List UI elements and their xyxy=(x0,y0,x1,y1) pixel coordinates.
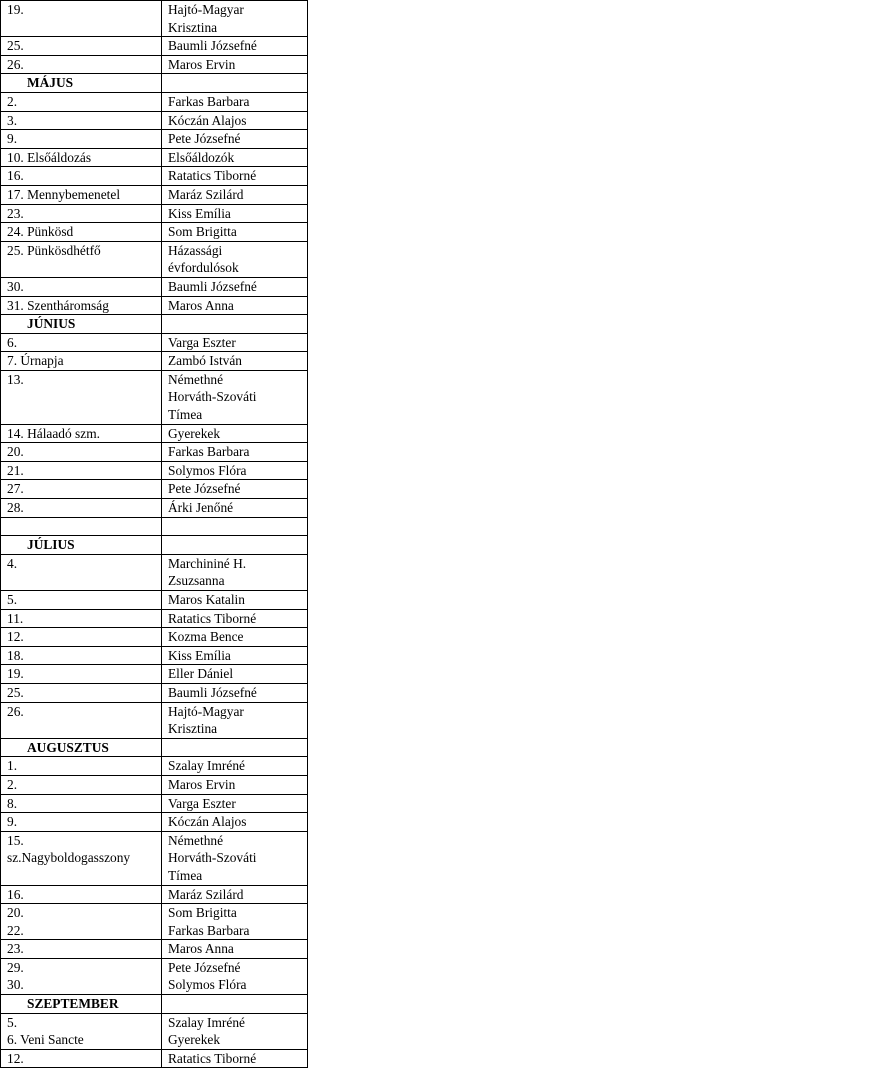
assignee-cell: Varga Eszter xyxy=(162,794,308,813)
assignee-cell: Gyerekek xyxy=(162,424,308,443)
assignee-cell: Maros Ervin xyxy=(162,775,308,794)
date-cell: 5. 6. Veni Sancte xyxy=(1,1013,162,1049)
assignee-cell: Szalay Imréné xyxy=(162,757,308,776)
assignee-cell: Baumli Józsefné xyxy=(162,277,308,296)
table-row xyxy=(1,352,308,371)
table-row xyxy=(1,1013,308,1049)
date-cell: 19. xyxy=(1,1,162,37)
assignee-cell: Zambó István xyxy=(162,352,308,371)
table-row xyxy=(1,554,308,590)
date-cell: 29. 30. xyxy=(1,958,162,994)
assignee-cell: Hajtó-Magyar Krisztina xyxy=(162,1,308,37)
month-heading-blank-cell xyxy=(162,738,308,757)
month-heading-blank-cell xyxy=(162,315,308,334)
assignee-cell: Hajtó-Magyar Krisztina xyxy=(162,702,308,738)
month-header-row xyxy=(1,74,308,93)
assignee-cell xyxy=(162,517,308,536)
date-cell: 9. xyxy=(1,130,162,149)
date-cell: 23. xyxy=(1,204,162,223)
month-header-row xyxy=(1,738,308,757)
month-heading-blank-cell xyxy=(162,536,308,555)
month-heading: SZEPTEMBER xyxy=(1,995,162,1014)
table-row xyxy=(1,424,308,443)
assignee-cell: Némethné Horváth-Szováti Tímea xyxy=(162,831,308,885)
date-cell: 17. Mennybemenetel xyxy=(1,185,162,204)
table-row xyxy=(1,499,308,518)
date-cell: 12. xyxy=(1,1049,162,1068)
assignee-cell: Pete Józsefné xyxy=(162,480,308,499)
table-row xyxy=(1,241,308,277)
table-row xyxy=(1,683,308,702)
table-row xyxy=(1,167,308,186)
date-cell: 5. xyxy=(1,591,162,610)
assignee-cell: Maros Anna xyxy=(162,296,308,315)
assignee-cell: Kóczán Alajos xyxy=(162,111,308,130)
assignee-cell: Kiss Emília xyxy=(162,646,308,665)
table-row xyxy=(1,185,308,204)
month-header-row xyxy=(1,315,308,334)
table-row xyxy=(1,296,308,315)
table-row xyxy=(1,1,308,37)
table-row xyxy=(1,757,308,776)
date-cell: 21. xyxy=(1,461,162,480)
table-row xyxy=(1,646,308,665)
date-cell: 15. sz.Nagyboldogasszony xyxy=(1,831,162,885)
assignee-cell: Elsőáldozók xyxy=(162,148,308,167)
table-row xyxy=(1,628,308,647)
table-row xyxy=(1,480,308,499)
table-row xyxy=(1,831,308,885)
date-cell: 12. xyxy=(1,628,162,647)
assignee-cell: Kóczán Alajos xyxy=(162,813,308,832)
assignee-cell: Árki Jenőné xyxy=(162,499,308,518)
table-row xyxy=(1,204,308,223)
date-cell: 31. Szentháromság xyxy=(1,296,162,315)
assignee-cell: Marchininé H. Zsuzsanna xyxy=(162,554,308,590)
table-row xyxy=(1,223,308,242)
assignee-cell: Baumli Józsefné xyxy=(162,37,308,56)
table-row xyxy=(1,111,308,130)
table-row xyxy=(1,885,308,904)
date-cell: 11. xyxy=(1,609,162,628)
date-cell: 13. xyxy=(1,370,162,424)
assignee-cell: Kiss Emília xyxy=(162,204,308,223)
assignee-cell: Ratatics Tiborné xyxy=(162,1049,308,1068)
table-row xyxy=(1,940,308,959)
table-row xyxy=(1,591,308,610)
date-cell: 25. xyxy=(1,683,162,702)
assignee-cell: Solymos Flóra xyxy=(162,461,308,480)
table-row xyxy=(1,461,308,480)
date-cell: 16. xyxy=(1,167,162,186)
assignee-cell: Kozma Bence xyxy=(162,628,308,647)
month-heading: AUGUSZTUS xyxy=(1,738,162,757)
date-cell: 27. xyxy=(1,480,162,499)
date-cell: 26. xyxy=(1,55,162,74)
table-row xyxy=(1,609,308,628)
assignee-cell: Maros Katalin xyxy=(162,591,308,610)
table-row xyxy=(1,92,308,111)
table-row xyxy=(1,443,308,462)
date-cell: 16. xyxy=(1,885,162,904)
table-row xyxy=(1,813,308,832)
assignee-cell: Némethné Horváth-Szováti Tímea xyxy=(162,370,308,424)
date-cell: 3. xyxy=(1,111,162,130)
schedule-table xyxy=(0,0,308,1068)
month-heading: MÁJUS xyxy=(1,74,162,93)
date-cell: 30. xyxy=(1,277,162,296)
table-row xyxy=(1,775,308,794)
date-cell: 10. Elsőáldozás xyxy=(1,148,162,167)
assignee-cell: Som Brigitta xyxy=(162,223,308,242)
month-heading: JÚLIUS xyxy=(1,536,162,555)
table-row xyxy=(1,904,308,940)
date-cell: 19. xyxy=(1,665,162,684)
assignee-cell: Maráz Szilárd xyxy=(162,185,308,204)
date-cell: 18. xyxy=(1,646,162,665)
assignee-cell: Ratatics Tiborné xyxy=(162,167,308,186)
table-row xyxy=(1,55,308,74)
date-cell: 25. xyxy=(1,37,162,56)
table-row xyxy=(1,702,308,738)
assignee-cell: Szalay Imréné Gyerekek xyxy=(162,1013,308,1049)
date-cell: 7. Úrnapja xyxy=(1,352,162,371)
table-row xyxy=(1,958,308,994)
assignee-cell: Varga Eszter xyxy=(162,333,308,352)
date-cell: 2. xyxy=(1,92,162,111)
date-cell: 4. xyxy=(1,554,162,590)
month-heading: JÚNIUS xyxy=(1,315,162,334)
table-row xyxy=(1,517,308,536)
assignee-cell: Farkas Barbara xyxy=(162,443,308,462)
assignee-cell: Maros Ervin xyxy=(162,55,308,74)
table-row xyxy=(1,1049,308,1068)
date-cell: 14. Hálaadó szm. xyxy=(1,424,162,443)
assignee-cell: Pete Józsefné xyxy=(162,130,308,149)
assignee-cell: Ratatics Tiborné xyxy=(162,609,308,628)
month-heading-blank-cell xyxy=(162,74,308,93)
assignee-cell: Som Brigitta Farkas Barbara xyxy=(162,904,308,940)
assignee-cell: Maráz Szilárd xyxy=(162,885,308,904)
date-cell xyxy=(1,517,162,536)
table-row xyxy=(1,130,308,149)
assignee-cell: Eller Dániel xyxy=(162,665,308,684)
date-cell: 9. xyxy=(1,813,162,832)
table-row xyxy=(1,665,308,684)
date-cell: 1. xyxy=(1,757,162,776)
month-header-row xyxy=(1,995,308,1014)
assignee-cell: Farkas Barbara xyxy=(162,92,308,111)
month-heading-blank-cell xyxy=(162,995,308,1014)
date-cell: 2. xyxy=(1,775,162,794)
date-cell: 20. 22. xyxy=(1,904,162,940)
table-row xyxy=(1,37,308,56)
date-cell: 28. xyxy=(1,499,162,518)
table-row xyxy=(1,277,308,296)
date-cell: 23. xyxy=(1,940,162,959)
assignee-cell: Pete Józsefné Solymos Flóra xyxy=(162,958,308,994)
table-row xyxy=(1,148,308,167)
date-cell: 26. xyxy=(1,702,162,738)
assignee-cell: Házassági évfordulósok xyxy=(162,241,308,277)
table-row xyxy=(1,333,308,352)
schedule-body xyxy=(1,1,308,1068)
date-cell: 20. xyxy=(1,443,162,462)
date-cell: 25. Pünkösdhétfő xyxy=(1,241,162,277)
month-header-row xyxy=(1,536,308,555)
table-row xyxy=(1,370,308,424)
date-cell: 24. Pünkösd xyxy=(1,223,162,242)
table-row xyxy=(1,794,308,813)
assignee-cell: Baumli Józsefné xyxy=(162,683,308,702)
date-cell: 8. xyxy=(1,794,162,813)
assignee-cell: Maros Anna xyxy=(162,940,308,959)
date-cell: 6. xyxy=(1,333,162,352)
